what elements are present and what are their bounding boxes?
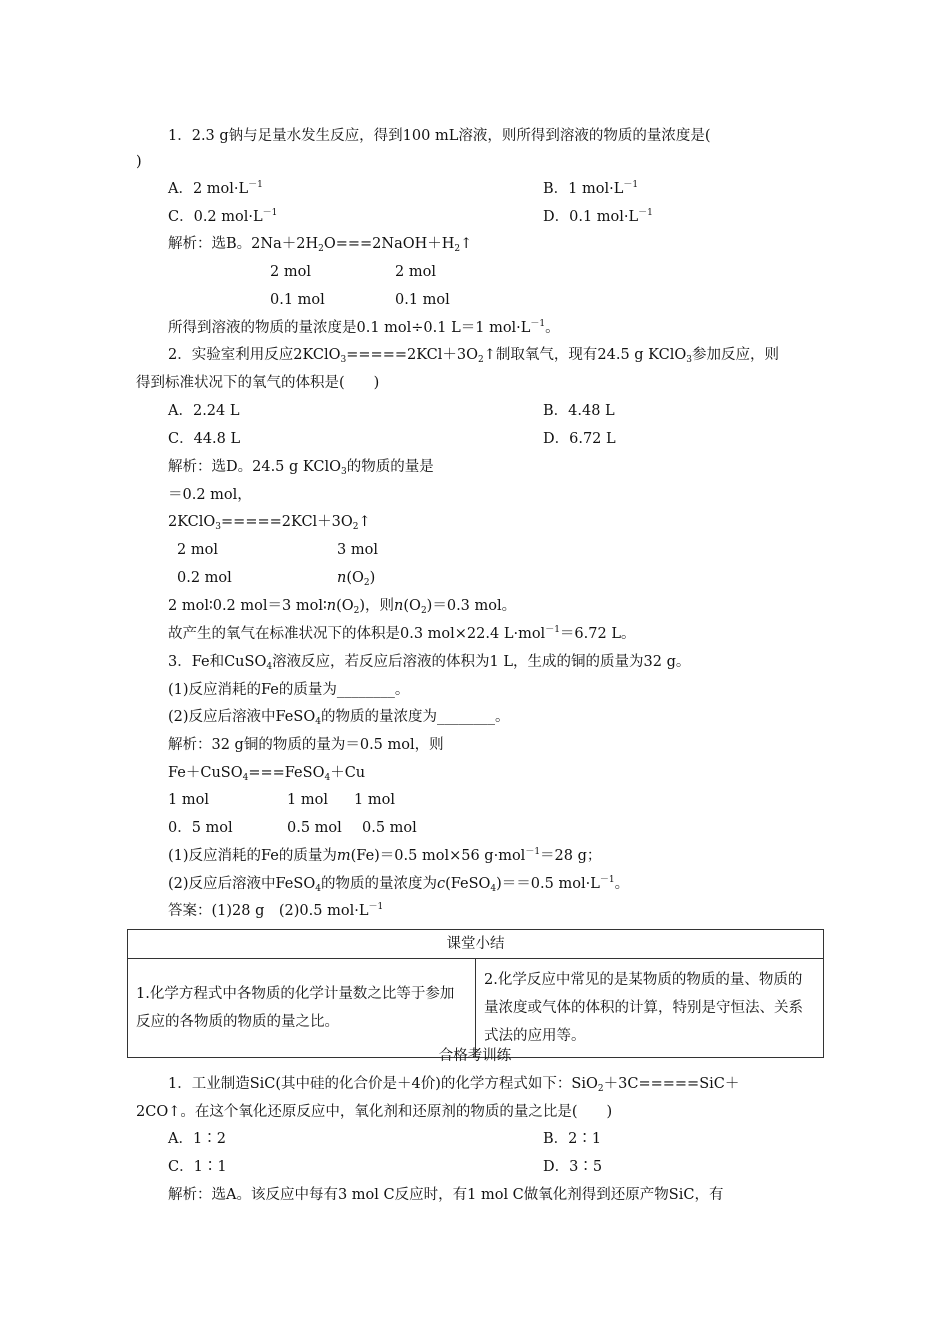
q3-part1: (1)反应消耗的Fe的质量为________。 bbox=[168, 682, 410, 698]
q1-stem-line2: ) bbox=[136, 154, 142, 170]
q1-analysis-equation: 解析：选B。$2Na+2H_2O===2NaOH+H_2↑$ bbox=[168, 236, 473, 254]
q3-stem: 3．Fe和CuSO$_4$溶液反应，若反应后溶液的体积为1 L，生成的铜的质量为32 g。 bbox=[168, 654, 691, 672]
summary-table bbox=[127, 929, 824, 1058]
q2-ratio-row1-right: 3 mol bbox=[337, 542, 378, 558]
q2-option-d: D．6.72 L bbox=[543, 431, 616, 447]
q3-ratio-row2-a: 0．5 mol bbox=[168, 820, 233, 836]
q1-ratio-row2-left: 0.1 mol bbox=[270, 292, 325, 308]
q3-equation: Fe＋CuSO$_4$===FeSO$_4$＋Cu bbox=[168, 765, 366, 783]
q2-analysis-line1: 解析：选D。24.5 g KClO$_3$的物质的量是 bbox=[168, 459, 434, 477]
q1-conclusion: 所得到溶液的物质的量浓度是0.1 mol÷0.1 L＝1 $mol\cdot L^{-1}$。 bbox=[168, 319, 560, 336]
q1-option-a: A．2 $mol\cdot L^{-1}$ bbox=[168, 180, 263, 197]
q1-option-b: B．1 $mol\cdot L^{-1}$ bbox=[543, 180, 639, 197]
q2-ratio-row2-left: 0.2 mol bbox=[177, 570, 232, 586]
q2-ratio-row1-left: 2 mol bbox=[177, 542, 218, 558]
q3-part2: (2)反应后溶液中FeSO$_4$的物质的量浓度为________。 bbox=[168, 709, 510, 727]
q2-volume-result: 故产生的氧气在标准状况下的体积是0.3 mol×22.4 L·mol$^{-1}$＝6.72 L。 bbox=[168, 625, 636, 642]
q2-option-b: B．4.48 L bbox=[543, 403, 615, 419]
q3-solution1: (1)反应消耗的Fe的质量为m(Fe)＝0.5 mol×56 g·mol$^{-1}$＝28 g； bbox=[168, 847, 602, 864]
q2-stem-line2: 得到标准状况下的氧气的体积是( ) bbox=[136, 375, 380, 391]
q2-option-a: A．2.24 L bbox=[168, 403, 240, 419]
practice-q1-line2: 2CO↑。在这个氧化还原反应中，氧化剂和还原剂的物质的量之比是( ) bbox=[136, 1104, 613, 1120]
q3-ratio-row2-b: 0.5 mol bbox=[287, 820, 342, 836]
q3-solution2: (2)反应后溶液中FeSO$_4$的物质的量浓度为c(FeSO$_4$)＝＝0.5 $mol\cdot L^{-1}$。 bbox=[168, 875, 630, 894]
q2-analysis-line2: ＝0.2 mol， bbox=[168, 487, 252, 503]
summary-cell-2: 2.化学反应中常见的是某物质的物质的量、物质的量浓度或气体的体积的计算，特别是守恒法、关系式法的应用等。 bbox=[476, 959, 824, 1058]
q2-ratio-row2-right: $n(O_2)$ bbox=[337, 570, 376, 588]
practice-option-d: D．3∶5 bbox=[543, 1159, 603, 1175]
q3-ratio-row1-c: 1 mol bbox=[354, 792, 395, 808]
practice-q1-line1: 1．工业制造SiC(其中硅的化合价是＋4价)的化学方程式如下：SiO$_2$＋3C=====SiC＋ bbox=[168, 1076, 740, 1094]
q3-ratio-row1-a: 1 mol bbox=[168, 792, 209, 808]
practice-option-c: C．1∶1 bbox=[168, 1159, 227, 1175]
q2-ratio-solution: 2 mol∶0.2 mol＝3 $mol∶n(O_2)$，则$n(O_2)=0.3$ mol。 bbox=[168, 598, 517, 616]
practice-analysis: 解析：选A。该反应中每有3 mol C反应时，有1 mol C做氧化剂得到还原产物SiC，有 bbox=[168, 1187, 724, 1203]
q3-answer: 答案：(1)28 g (2)0.5 $mol\cdot L^{-1}$ bbox=[168, 902, 384, 919]
q2-equation: $2KClO_3=====2KCl+3O_2↑$ bbox=[168, 514, 371, 532]
q2-option-c: C．44.8 L bbox=[168, 431, 241, 447]
summary-title: 课堂小结 bbox=[128, 930, 824, 959]
q3-ratio-row2-c: 0.5 mol bbox=[362, 820, 417, 836]
practice-option-a: A．1∶2 bbox=[168, 1131, 226, 1147]
q1-ratio-row1-left: 2 mol bbox=[270, 264, 311, 280]
q3-ratio-row1-b: 1 mol bbox=[287, 792, 328, 808]
q1-stem-line1: 1．2.3 g钠与足量水发生反应，得到100 mL溶液，则所得到溶液的物质的量浓度是( bbox=[168, 128, 711, 144]
summary-cell-1: 1.化学方程式中各物质的化学计量数之比等于参加反应的各物质的物质的量之比。 bbox=[128, 959, 476, 1058]
q2-stem-line1: 2．实验室利用反应$2KClO_3=====2KCl+3O_2↑$制取氧气，现有24.5 g KClO$_3$参加反应，则 bbox=[168, 347, 779, 365]
q1-ratio-row2-right: 0.1 mol bbox=[395, 292, 450, 308]
q1-option-d: D．0.1 $mol\cdot L^{-1}$ bbox=[543, 208, 653, 225]
q1-ratio-row1-right: 2 mol bbox=[395, 264, 436, 280]
q3-analysis: 解析：32 g铜的物质的量为＝0.5 mol，则 bbox=[168, 737, 444, 753]
practice-title: 合格考训练 bbox=[438, 1048, 512, 1064]
q1-option-c: C．0.2 $mol\cdot L^{-1}$ bbox=[168, 208, 278, 225]
practice-option-b: B．2∶1 bbox=[543, 1131, 602, 1147]
